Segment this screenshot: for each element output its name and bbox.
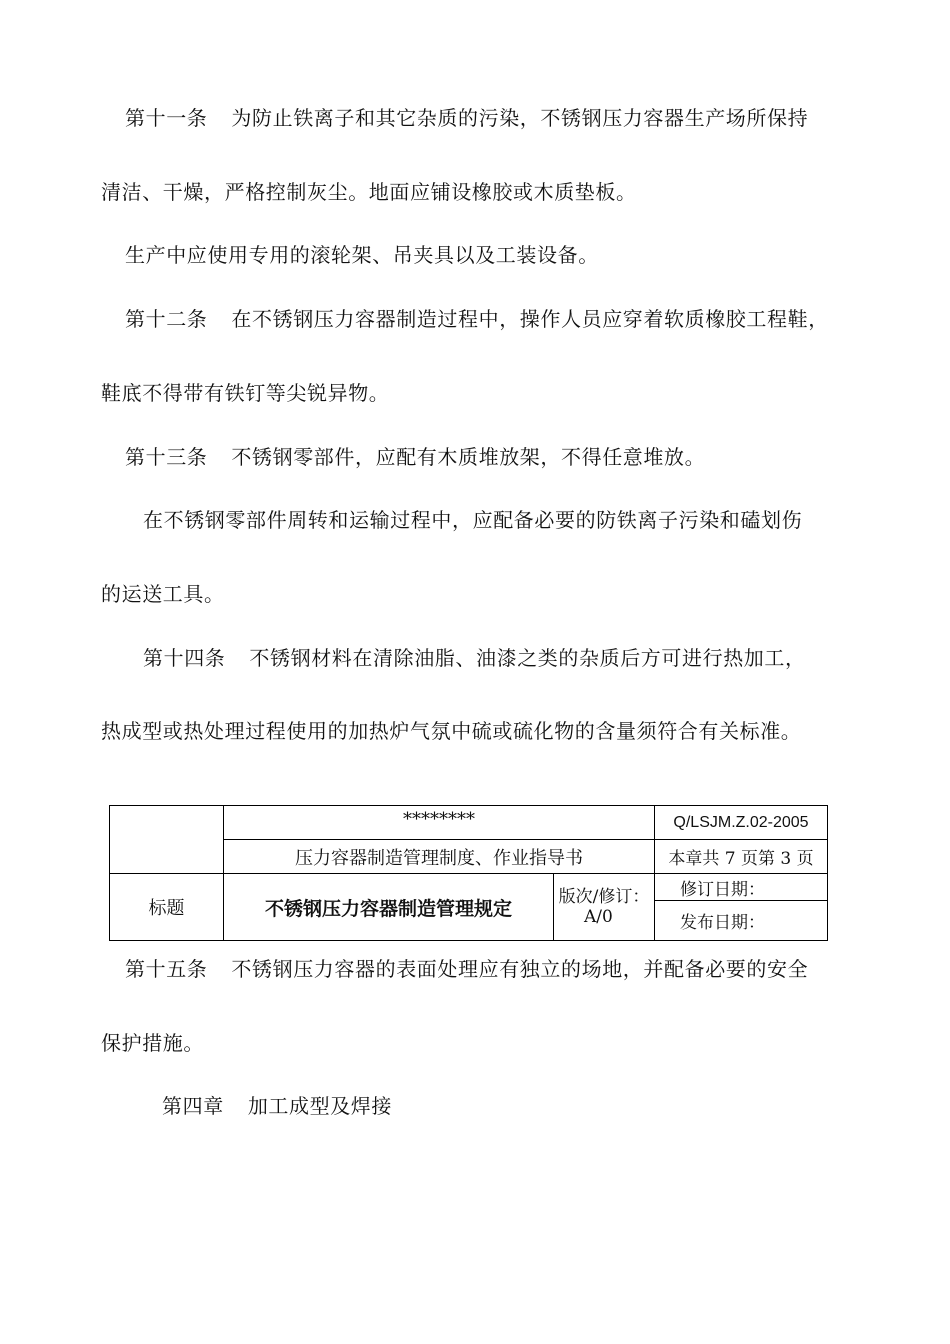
document-code: Q/LSJM.Z.02-2005 [655, 806, 828, 840]
paragraph-article-15-line1 [125, 955, 808, 983]
manual-title: 压力容器制造管理制度、作业指导书 [224, 840, 655, 874]
header-blank-cell [110, 806, 224, 874]
company-name: ******** [224, 806, 655, 840]
paragraph-transport-line2: 的运送工具。 [101, 582, 225, 606]
chapter-label: 第四章 [162, 1094, 224, 1118]
paragraph-transport-line1: 在不锈钢零部件周转和运输过程中，应配备必要的防铁离子污染和磕划伤 [143, 508, 803, 532]
title-label: 标题 [110, 874, 224, 941]
article-12-text: 在不锈钢压力容器制造过程中，操作人员应穿着软质橡胶工程鞋， [231, 307, 829, 331]
article-15-label: 第十五条 [125, 957, 208, 981]
article-11-label: 第十一条 [125, 106, 208, 130]
paragraph-article-11-line1 [125, 104, 808, 132]
article-15-text: 不锈钢压力容器的表面处理应有独立的场地，并配备必要的安全 [231, 957, 809, 981]
page-info: 本章共 7 页第 3 页 [655, 840, 828, 874]
article-14-label: 第十四条 [143, 646, 226, 670]
release-date: 发布日期： [655, 901, 828, 941]
document-title: 不锈钢压力容器制造管理规定 [224, 874, 554, 941]
article-13-text: 不锈钢零部件，应配有木质堆放架，不得任意堆放。 [231, 445, 706, 469]
version-cell [554, 874, 655, 941]
chapter-title: 加工成型及焊接 [247, 1094, 393, 1118]
paragraph-article-11-line2: 清洁、干燥，严格控制灰尘。地面应铺设橡胶或木质垫板。 [101, 180, 637, 204]
article-12-label: 第十二条 [125, 307, 208, 331]
paragraph-article-12-line1 [125, 305, 829, 333]
article-13-label: 第十三条 [125, 445, 208, 469]
chapter-heading [162, 1092, 392, 1120]
paragraph-article-15-line2: 保护措施。 [101, 1031, 204, 1055]
version-label: 版次/修订： [558, 887, 650, 907]
article-14-text: 不锈钢材料在清除油脂、油漆之类的杂质后方可进行热加工， [249, 646, 806, 670]
article-11-text: 为防止铁离子和其它杂质的污染，不锈钢压力容器生产场所保持 [231, 106, 809, 130]
paragraph-article-12-line2: 鞋底不得带有铁钉等尖锐异物。 [101, 381, 390, 405]
paragraph-equipment: 生产中应使用专用的滚轮架、吊夹具以及工装设备。 [125, 243, 599, 267]
revision-date: 修订日期： [655, 874, 828, 901]
paragraph-article-14-line1 [143, 644, 806, 672]
paragraph-article-13 [125, 443, 705, 471]
document-header-table [109, 805, 828, 941]
paragraph-article-14-line2: 热成型或热处理过程使用的加热炉气氛中硫或硫化物的含量须符合有关标准。 [101, 719, 802, 743]
version-value: A/0 [584, 907, 613, 927]
